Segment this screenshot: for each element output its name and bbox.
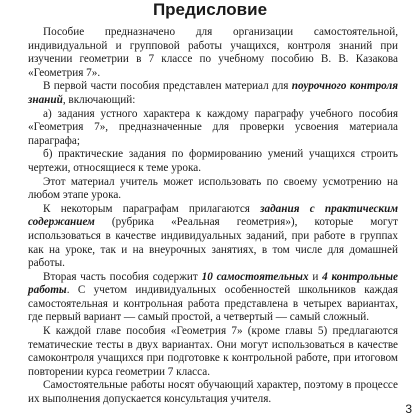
page-number: 3 xyxy=(405,402,412,416)
paragraph-teacher-use: Этот материал учитель может использовать по своему усмотрению на любом этапе урока. xyxy=(28,175,398,202)
paragraph-practical-tasks: К некоторым параграфам прилагаются задания с практическим содержанием (рубрика «Реальная геометрия»), которые могут использоваться в качестве индивидуальных заданий, при работе в группах как на уроке, так и на внеурочных занятиях, в том числе для домашней работы. xyxy=(28,202,398,270)
paragraph-tests: К каждой главе пособия «Геометрия 7» (кроме главы 5) предлагаются тематические тесты в двух вариантах. Они могут использоваться в качестве самоконтроля учащихся при подготовке к контрольной работе, при итоговом повторении курса геометрии 7 класса. xyxy=(28,325,398,378)
list-item-b: б) практические задания по формированию умений учащихся строить чертежи, относящиеся к теме урока. xyxy=(28,148,398,174)
paragraph-purpose: Пособие предназначено для организации самостоятельной, индивидуальной и групповой работы учащихся, контроля знаний при изучении геометрии в 7 классе по учебному пособию В. В. Казакова «Геометрия 7». xyxy=(28,26,398,79)
emphasis-independent-works: 10 самостоятельных xyxy=(201,270,309,283)
list-item-a: а) задания устного характера к каждому параграфу учебного пособия «Геометрия 7», предназначенные для проверки усвоения материала параграфа; xyxy=(28,107,398,147)
paragraph-consultation: Самостоятельные работы носят обучающий характер, поэтому в процессе их выполнения допускается консультация учителя. xyxy=(28,379,398,406)
emphasis-practical-content: задания с практическим содержанием xyxy=(28,202,398,229)
paragraph-part-one: В первой части пособия представлен материал для поурочного контроля знаний, включающий: xyxy=(28,80,398,106)
preface-body xyxy=(28,26,398,407)
page-title: Предисловие xyxy=(152,0,268,19)
emphasis-lesson-control: поурочного контроля знаний xyxy=(28,80,398,106)
paragraph-part-two: Вторая часть пособия содержит 10 самостоятельных и 4 контрольные работы. С учетом индивидуальных особенностей школьников каждая самостоятельная и контрольная работа представлена в четырех вариантах, где первый вариант — самый простой, а четвертый — самый сложный. xyxy=(28,270,399,324)
emphasis-control-works: 4 контрольные работы xyxy=(28,270,399,297)
